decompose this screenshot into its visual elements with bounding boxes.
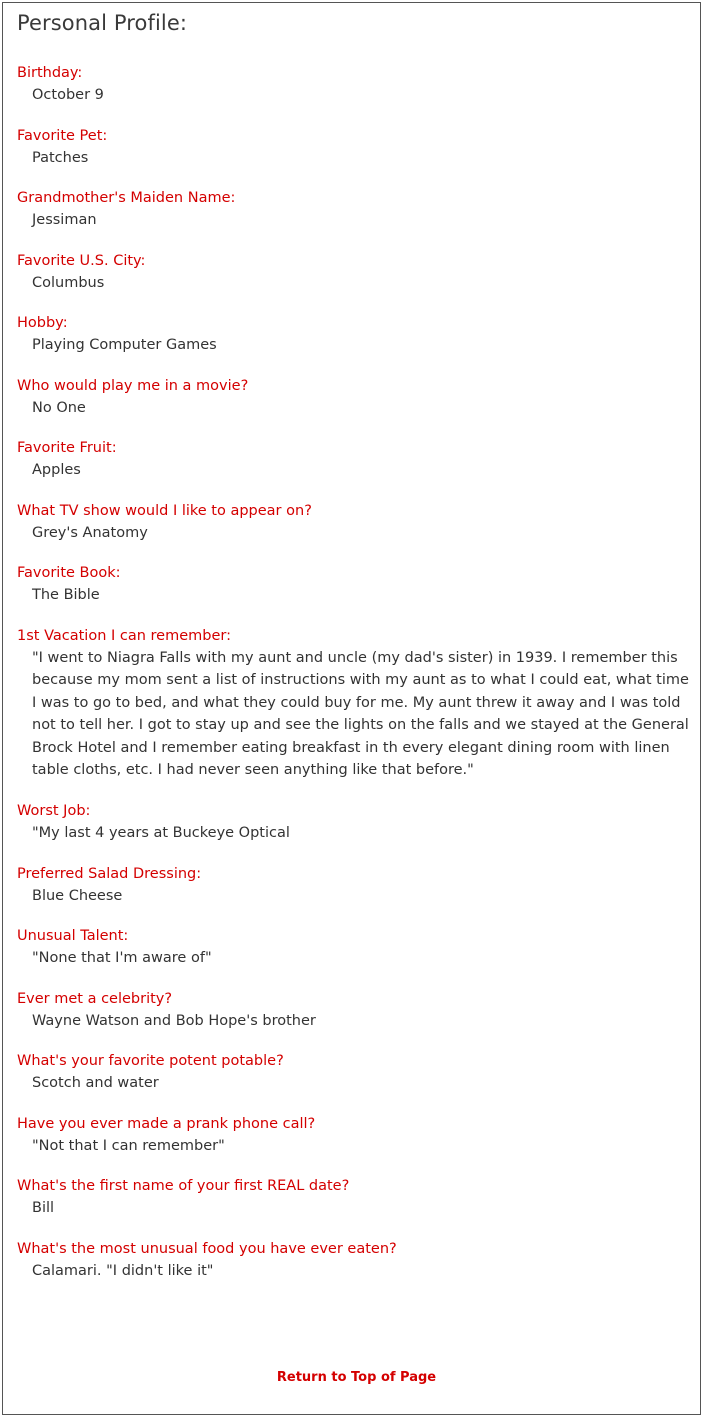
list-item [17,376,689,420]
question-label: Grandmother's Maiden Name: [17,190,236,206]
question-label: Hobby: [17,315,68,331]
answer-text: The Bible [32,587,100,603]
answer-text: Wayne Watson and Bob Hope's brother [32,1012,316,1029]
list-item [17,188,689,232]
page-title: Personal Profile: [17,11,188,35]
question-label: Favorite Fruit: [17,440,117,456]
profile-list [17,63,689,1301]
list-item [17,126,689,170]
list-item [17,313,689,357]
answer-text: Apples [32,462,81,478]
answer-text: "None that I'm aware of" [32,950,212,967]
question-label: Have you ever made a prank phone call? [17,1115,316,1132]
answer-text: Columbus [32,274,105,291]
list-item [17,63,689,107]
question-label: What's your favorite potent potable? [17,1053,284,1070]
answer-text: Jessiman [32,212,97,228]
list-item [17,1239,689,1283]
profile-frame [2,2,701,1415]
question-label: What TV show would I like to appear on? [17,502,312,519]
answer-text: Blue Cheese [32,887,123,904]
question-label: What's the first name of your first REAL date? [17,1178,350,1195]
question-label: What's the most unusual food you have ever eaten? [17,1240,397,1257]
list-item [17,801,689,845]
list-item [17,1176,689,1220]
question-label: Unusual Talent: [17,928,129,945]
answer-text: Patches [32,149,89,166]
footer [0,1366,705,1385]
question-label: Preferred Salad Dressing: [17,865,202,882]
answer-text: "I went to Niagra Falls with my aunt and uncle (my dad's sister) in 1939. I remember this because my mom sent a list of instructions with my aunt as to what I could eat, what time I was to go to bed, and what they could buy for me. My aunt threw it away and I was told not to tell her. I got to stay up and see the lights on the falls and we stayed at the General Brock Hotel and I remember eating breakfast in th every elegant dining room with linen table cloths, etc. I had never seen anything like that before." [32,649,689,779]
answer-text: Scotch and water [32,1075,159,1092]
question-label: 1st Vacation I can remember: [17,627,231,644]
question-label: Favorite U.S. City: [17,252,146,269]
question-label: Favorite Pet: [17,127,108,144]
list-item [17,864,689,908]
answer-text: Bill [32,1200,55,1217]
list-item [17,989,689,1033]
list-item [17,1051,689,1095]
return-to-top-link[interactable]: Return to Top of Page [276,1370,437,1385]
question-label: Ever met a celebrity? [17,990,173,1007]
list-item [17,563,689,607]
list-item [17,438,689,482]
question-label: Birthday: [17,65,83,81]
list-item [17,251,689,295]
answer-text: "Not that I can remember" [32,1137,225,1154]
answer-text: October 9 [32,87,104,103]
list-item [17,926,689,970]
answer-text: Playing Computer Games [32,337,217,353]
answer-text: No One [32,399,86,416]
question-label: Who would play me in a movie? [17,377,249,394]
question-label: Worst Job: [17,803,91,820]
answer-text: Grey's Anatomy [32,524,148,541]
list-item [17,501,689,545]
list-item [17,1114,689,1158]
list-item [17,626,689,783]
answer-text: "My last 4 years at Buckeye Optical [32,825,290,842]
answer-text: Calamari. "I didn't like it" [32,1262,214,1279]
question-label: Favorite Book: [17,565,121,581]
